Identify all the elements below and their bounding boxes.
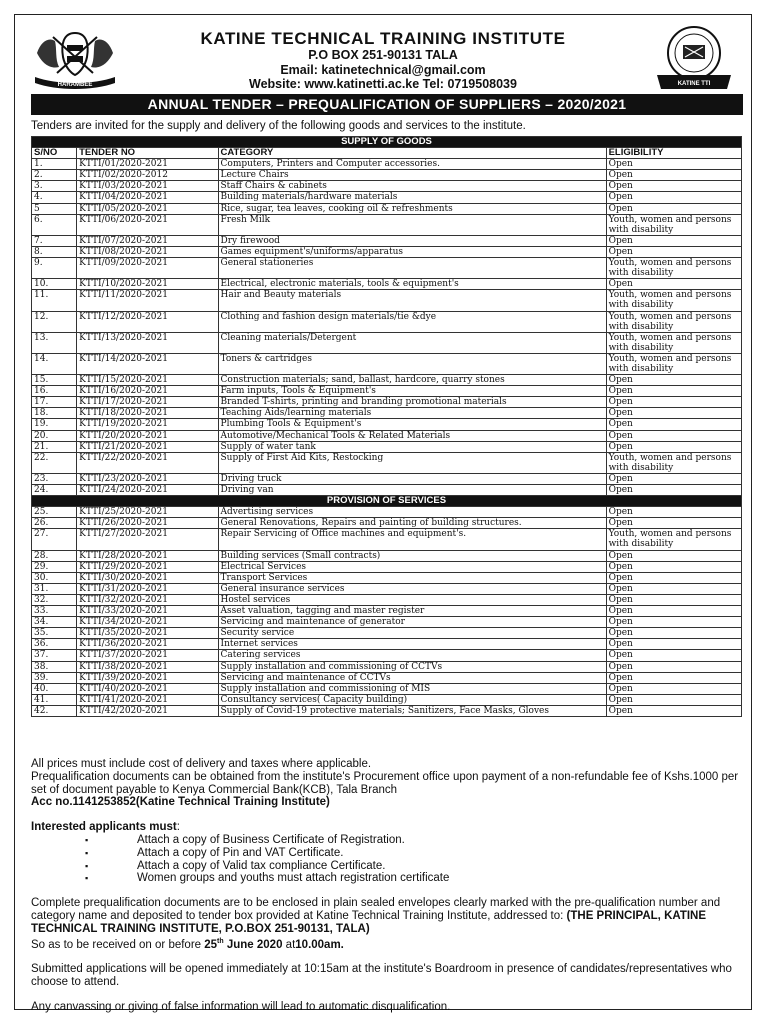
deadline-note: [31, 936, 739, 952]
deadline-day: 25: [204, 938, 218, 951]
table-row: [32, 550, 742, 561]
table-row: [32, 529, 742, 550]
table-header-row: [32, 148, 742, 159]
table-row: [32, 694, 742, 705]
sno-cell: 15.: [32, 375, 77, 386]
table-row: [32, 246, 742, 257]
requirement-item: ▪ Attach a copy of Business Certificate of Registration.: [31, 834, 739, 847]
header-eligibility: ELIGIBILITY: [606, 148, 741, 159]
category-cell: Farm inputs, Tools & Equipment's: [218, 386, 606, 397]
eligibility-cell: Open: [606, 203, 741, 214]
requirement-item: ▪ Attach a copy of Valid tax compliance Certificate.: [31, 860, 739, 873]
table-row: [32, 650, 742, 661]
table-row: [32, 683, 742, 694]
category-cell: Construction materials; sand, ballast, hardcore, quarry stones: [218, 375, 606, 386]
category-cell: Electrical, electronic materials, tools & equipment's: [218, 279, 606, 290]
category-cell: Supply of First Aid Kits, Restocking: [218, 452, 606, 473]
table-row: [32, 594, 742, 605]
must-colon: :: [176, 821, 180, 834]
logo-right-label: KATINE TTI: [677, 81, 711, 87]
category-cell: Lecture Chairs: [218, 170, 606, 181]
sno-cell: 8.: [32, 246, 77, 257]
header-sno: S/NO: [32, 148, 77, 159]
sno-cell: 28.: [32, 550, 77, 561]
sno-cell: 42.: [32, 705, 77, 716]
institute-logo: [649, 23, 739, 93]
tender-no-cell: KTTI/42/2020-2021: [77, 705, 218, 716]
eligibility-cell: Open: [606, 628, 741, 639]
tender-no-cell: KTTI/37/2020-2021: [77, 650, 218, 661]
goods-section-row: [32, 137, 742, 148]
table-row: [32, 353, 742, 374]
deadline-time: 10.00am.: [295, 938, 344, 951]
must-heading: [31, 821, 739, 834]
tender-no-cell: KTTI/27/2020-2021: [77, 529, 218, 550]
deadline-day-suffix: th: [217, 937, 224, 945]
table-row: [32, 279, 742, 290]
category-cell: Automotive/Mechanical Tools & Related Materials: [218, 430, 606, 441]
eligibility-cell: Open: [606, 246, 741, 257]
table-row: [32, 628, 742, 639]
eligibility-cell: Youth, women and persons with disability: [606, 311, 741, 332]
eligibility-cell: Open: [606, 430, 741, 441]
tender-no-cell: KTTI/04/2020-2021: [77, 192, 218, 203]
website-tel: Website: www.katinetti.ac.ke Tel: 0719508039: [249, 77, 517, 91]
category-cell: Plumbing Tools & Equipment's: [218, 419, 606, 430]
must-title: Interested applicants must: [31, 821, 177, 834]
eligibility-cell: Open: [606, 170, 741, 181]
tender-no-cell: KTTI/15/2020-2021: [77, 375, 218, 386]
tender-no-cell: KTTI/16/2020-2021: [77, 386, 218, 397]
sno-cell: 30.: [32, 572, 77, 583]
table-row: [32, 290, 742, 311]
eligibility-cell: Open: [606, 518, 741, 529]
eligibility-cell: Youth, women and persons with disability: [606, 353, 741, 374]
eligibility-cell: Open: [606, 694, 741, 705]
table-row: [32, 572, 742, 583]
tender-no-cell: KTTI/18/2020-2021: [77, 408, 218, 419]
eligibility-cell: Open: [606, 683, 741, 694]
eligibility-cell: Open: [606, 672, 741, 683]
category-cell: Advertising services: [218, 507, 606, 518]
category-cell: Transport Services: [218, 572, 606, 583]
sno-cell: 26.: [32, 518, 77, 529]
category-cell: Building materials/hardware materials: [218, 192, 606, 203]
table-row: [32, 386, 742, 397]
sno-cell: 36.: [32, 639, 77, 650]
table-row: [32, 705, 742, 716]
table-row: [32, 311, 742, 332]
category-cell: Driving truck: [218, 473, 606, 484]
tender-no-cell: KTTI/24/2020-2021: [77, 485, 218, 496]
services-section-title: PROVISION OF SERVICES: [32, 496, 742, 507]
sno-cell: 9.: [32, 258, 77, 279]
logo-left-motto: HARAMBEE: [57, 82, 93, 88]
table-row: [32, 397, 742, 408]
requirement-item: ▪ Attach a copy of Pin and VAT Certificate.: [31, 847, 739, 860]
category-cell: Hair and Beauty materials: [218, 290, 606, 311]
table-row: [32, 452, 742, 473]
eligibility-cell: Open: [606, 561, 741, 572]
eligibility-cell: Open: [606, 485, 741, 496]
tender-no-cell: KTTI/09/2020-2021: [77, 258, 218, 279]
goods-section-title: SUPPLY OF GOODS: [32, 137, 742, 148]
tender-no-cell: KTTI/10/2020-2021: [77, 279, 218, 290]
table-row: [32, 214, 742, 235]
sno-cell: 25.: [32, 507, 77, 518]
coat-of-arms-logo: [27, 23, 123, 93]
sno-cell: 11.: [32, 290, 77, 311]
tender-no-cell: KTTI/30/2020-2021: [77, 572, 218, 583]
eligibility-cell: Youth, women and persons with disability: [606, 214, 741, 235]
tender-no-cell: KTTI/21/2020-2021: [77, 441, 218, 452]
email: Email: katinetechnical@gmail.com: [280, 62, 486, 77]
tender-no-cell: KTTI/11/2020-2021: [77, 290, 218, 311]
table-row: [32, 332, 742, 353]
header-text: [125, 29, 641, 92]
category-cell: Asset valuation, tagging and master register: [218, 606, 606, 617]
sno-cell: 18.: [32, 408, 77, 419]
tender-no-cell: KTTI/41/2020-2021: [77, 694, 218, 705]
prices-note: All prices must include cost of delivery and taxes where applicable.: [31, 758, 372, 770]
category-cell: Catering services: [218, 650, 606, 661]
tender-no-cell: KTTI/20/2020-2021: [77, 430, 218, 441]
sno-cell: 37.: [32, 650, 77, 661]
category-cell: General stationeries: [218, 258, 606, 279]
eligibility-cell: Open: [606, 235, 741, 246]
tender-no-cell: KTTI/12/2020-2021: [77, 311, 218, 332]
eligibility-cell: Youth, women and persons with disability: [606, 332, 741, 353]
eligibility-cell: Open: [606, 705, 741, 716]
po-box: P.O BOX 251-90131 TALA: [308, 48, 458, 62]
tender-no-cell: KTTI/33/2020-2021: [77, 606, 218, 617]
eligibility-cell: Open: [606, 639, 741, 650]
table-row: [32, 507, 742, 518]
documents-note: Prequalification documents can be obtained from the institute's Procurement office upon payment of a non-refundable fee of Kshs.1000 per set of document payable to Kenya Commercial Bank(KCB), Tala Branch: [31, 770, 739, 796]
category-cell: Security service: [218, 628, 606, 639]
sno-cell: 40.: [32, 683, 77, 694]
sno-cell: 41.: [32, 694, 77, 705]
table-row: [32, 606, 742, 617]
table-row: [32, 170, 742, 181]
category-cell: Servicing and maintenance of CCTVs: [218, 672, 606, 683]
intro-text: Tenders are invited for the supply and delivery of the following goods and services to the institute.: [31, 120, 526, 132]
category-cell: Fresh Milk: [218, 214, 606, 235]
institute-name: KATINE TECHNICAL TRAINING INSTITUTE: [200, 29, 566, 48]
sno-cell: 21.: [32, 441, 77, 452]
table-row: [32, 485, 742, 496]
category-cell: Toners & cartridges: [218, 353, 606, 374]
eligibility-cell: Open: [606, 606, 741, 617]
sno-cell: 4.: [32, 192, 77, 203]
tender-no-cell: KTTI/38/2020-2021: [77, 661, 218, 672]
table-row: [32, 203, 742, 214]
tender-no-cell: KTTI/08/2020-2021: [77, 246, 218, 257]
tender-banner: ANNUAL TENDER – PREQUALIFICATION OF SUPPLIERS – 2020/2021: [31, 94, 743, 115]
table-row: [32, 661, 742, 672]
tender-no-cell: KTTI/40/2020-2021: [77, 683, 218, 694]
tender-table: [31, 136, 742, 717]
category-cell: Building services (Small contracts): [218, 550, 606, 561]
category-cell: Supply installation and commissioning of MIS: [218, 683, 606, 694]
table-row: [32, 441, 742, 452]
table-row: [32, 258, 742, 279]
eligibility-cell: Open: [606, 192, 741, 203]
tender-no-cell: KTTI/19/2020-2021: [77, 419, 218, 430]
eligibility-cell: Youth, women and persons with disability: [606, 258, 741, 279]
table-row: [32, 408, 742, 419]
tender-no-cell: KTTI/36/2020-2021: [77, 639, 218, 650]
sno-cell: 2.: [32, 170, 77, 181]
tender-no-cell: KTTI/29/2020-2021: [77, 561, 218, 572]
sno-cell: 22.: [32, 452, 77, 473]
tender-no-cell: KTTI/23/2020-2021: [77, 473, 218, 484]
table-row: [32, 235, 742, 246]
services-section-row: [32, 496, 742, 507]
eligibility-cell: Open: [606, 441, 741, 452]
eligibility-cell: Open: [606, 572, 741, 583]
category-cell: Internet services: [218, 639, 606, 650]
tender-no-cell: KTTI/02/2020-2012: [77, 170, 218, 181]
category-cell: Clothing and fashion design materials/tie &dye: [218, 311, 606, 332]
eligibility-cell: Open: [606, 661, 741, 672]
eligibility-cell: Open: [606, 594, 741, 605]
table-row: [32, 672, 742, 683]
category-cell: Servicing and maintenance of generator: [218, 617, 606, 628]
eligibility-cell: Open: [606, 279, 741, 290]
category-cell: Supply of water tank: [218, 441, 606, 452]
complete-docs-note: [31, 897, 739, 935]
table-row: [32, 192, 742, 203]
sno-cell: 16.: [32, 386, 77, 397]
table-row: [32, 375, 742, 386]
category-cell: Staff Chairs & cabinets: [218, 181, 606, 192]
eligibility-cell: Open: [606, 375, 741, 386]
category-cell: Repair Servicing of Office machines and equipment's.: [218, 529, 606, 550]
sno-cell: 1.: [32, 159, 77, 170]
tender-no-cell: KTTI/32/2020-2021: [77, 594, 218, 605]
category-cell: Supply installation and commissioning of CCTVs: [218, 661, 606, 672]
eligibility-cell: Open: [606, 617, 741, 628]
table-row: [32, 159, 742, 170]
table-row: [32, 430, 742, 441]
sno-cell: 10.: [32, 279, 77, 290]
category-cell: Consultancy services( Capacity building): [218, 694, 606, 705]
sno-cell: 7.: [32, 235, 77, 246]
header-category: CATEGORY: [218, 148, 606, 159]
eligibility-cell: Youth, women and persons with disability: [606, 452, 741, 473]
eligibility-cell: Open: [606, 181, 741, 192]
tender-no-cell: KTTI/34/2020-2021: [77, 617, 218, 628]
table-row: [32, 473, 742, 484]
requirement-item: ▪ Women groups and youths must attach registration certificate: [31, 872, 739, 885]
category-cell: General insurance services: [218, 583, 606, 594]
table-row: [32, 561, 742, 572]
tender-no-cell: KTTI/39/2020-2021: [77, 672, 218, 683]
category-cell: Branded T-shirts, printing and branding promotional materials: [218, 397, 606, 408]
category-cell: Rice, sugar, tea leaves, cooking oil & refreshments: [218, 203, 606, 214]
eligibility-cell: Open: [606, 386, 741, 397]
sno-cell: 24.: [32, 485, 77, 496]
header: [15, 15, 751, 95]
category-cell: General Renovations, Repairs and painting of building structures.: [218, 518, 606, 529]
notes: [31, 758, 739, 1014]
sno-cell: 17.: [32, 397, 77, 408]
canvassing-note: Any canvassing or giving of false information will lead to automatic disqualification.: [31, 1000, 451, 1013]
sno-cell: 6.: [32, 214, 77, 235]
deadline-at: at: [282, 938, 296, 951]
sno-cell: 35.: [32, 628, 77, 639]
category-cell: Games equipment's/uniforms/apparatus: [218, 246, 606, 257]
tender-no-cell: KTTI/13/2020-2021: [77, 332, 218, 353]
sno-cell: 27.: [32, 529, 77, 550]
sno-cell: 32.: [32, 594, 77, 605]
category-cell: Dry firewood: [218, 235, 606, 246]
eligibility-cell: Open: [606, 408, 741, 419]
tender-notice: [14, 14, 752, 1013]
eligibility-cell: Open: [606, 650, 741, 661]
header-tender-no: TENDER NO: [77, 148, 218, 159]
tender-no-cell: KTTI/07/2020-2021: [77, 235, 218, 246]
table-row: [32, 419, 742, 430]
table-row: [32, 518, 742, 529]
table-row: [32, 617, 742, 628]
sno-cell: 3.: [32, 181, 77, 192]
sno-cell: 31.: [32, 583, 77, 594]
sno-cell: 20.: [32, 430, 77, 441]
eligibility-cell: Youth, women and persons with disability: [606, 529, 741, 550]
principal-address: (THE PRINCIPAL, KATINE TECHNICAL TRAINING INSTITUTE, P.O.BOX 251-90131, TALA): [31, 909, 707, 935]
category-cell: Hostel services: [218, 594, 606, 605]
sno-cell: 5: [32, 203, 77, 214]
sno-cell: 34.: [32, 617, 77, 628]
sno-cell: 19.: [32, 419, 77, 430]
eligibility-cell: Open: [606, 473, 741, 484]
tender-no-cell: KTTI/25/2020-2021: [77, 507, 218, 518]
sno-cell: 33.: [32, 606, 77, 617]
category-cell: Electrical Services: [218, 561, 606, 572]
opening-note: Submitted applications will be opened immediately at 10:15am at the institute's Boardroom in presence of candidates/representatives who choose to attend.: [31, 963, 732, 988]
tender-no-cell: KTTI/01/2020-2021: [77, 159, 218, 170]
complete-docs-text: Complete prequalification documents are to be enclosed in plain sealed envelopes clearly marked with the pre-qualification number and category name and deposited to tender box provided at Katine Technical Training Institute, addressed to:: [31, 897, 721, 922]
sno-cell: 12.: [32, 311, 77, 332]
deadline-prefix: So as to be received on or before: [31, 938, 205, 951]
eligibility-cell: Open: [606, 507, 741, 518]
sno-cell: 29.: [32, 561, 77, 572]
deadline-month: June 2020: [223, 938, 283, 951]
account-number: Acc no.1141253852(Katine Technical Training Institute): [31, 796, 330, 809]
table-row: [32, 181, 742, 192]
sno-cell: 39.: [32, 672, 77, 683]
eligibility-cell: Open: [606, 159, 741, 170]
tender-no-cell: KTTI/28/2020-2021: [77, 550, 218, 561]
eligibility-cell: Youth, women and persons with disability: [606, 290, 741, 311]
tender-no-cell: KTTI/05/2020-2021: [77, 203, 218, 214]
tender-no-cell: KTTI/26/2020-2021: [77, 518, 218, 529]
sno-cell: 14.: [32, 353, 77, 374]
eligibility-cell: Open: [606, 550, 741, 561]
category-cell: Driving van: [218, 485, 606, 496]
category-cell: Supply of Covid-19 protective materials; Sanitizers, Face Masks, Gloves: [218, 705, 606, 716]
sno-cell: 38.: [32, 661, 77, 672]
tender-no-cell: KTTI/22/2020-2021: [77, 452, 218, 473]
table-row: [32, 639, 742, 650]
tender-no-cell: KTTI/14/2020-2021: [77, 353, 218, 374]
sno-cell: 13.: [32, 332, 77, 353]
sno-cell: 23.: [32, 473, 77, 484]
tender-no-cell: KTTI/35/2020-2021: [77, 628, 218, 639]
table-row: [32, 583, 742, 594]
category-cell: Cleaning materials/Detergent: [218, 332, 606, 353]
category-cell: Teaching Aids/learning materials: [218, 408, 606, 419]
eligibility-cell: Open: [606, 397, 741, 408]
tender-no-cell: KTTI/17/2020-2021: [77, 397, 218, 408]
tender-no-cell: KTTI/31/2020-2021: [77, 583, 218, 594]
category-cell: Computers, Printers and Computer accessories.: [218, 159, 606, 170]
tender-no-cell: KTTI/06/2020-2021: [77, 214, 218, 235]
eligibility-cell: Open: [606, 583, 741, 594]
eligibility-cell: Open: [606, 419, 741, 430]
requirements-list: [31, 834, 739, 885]
tender-no-cell: KTTI/03/2020-2021: [77, 181, 218, 192]
